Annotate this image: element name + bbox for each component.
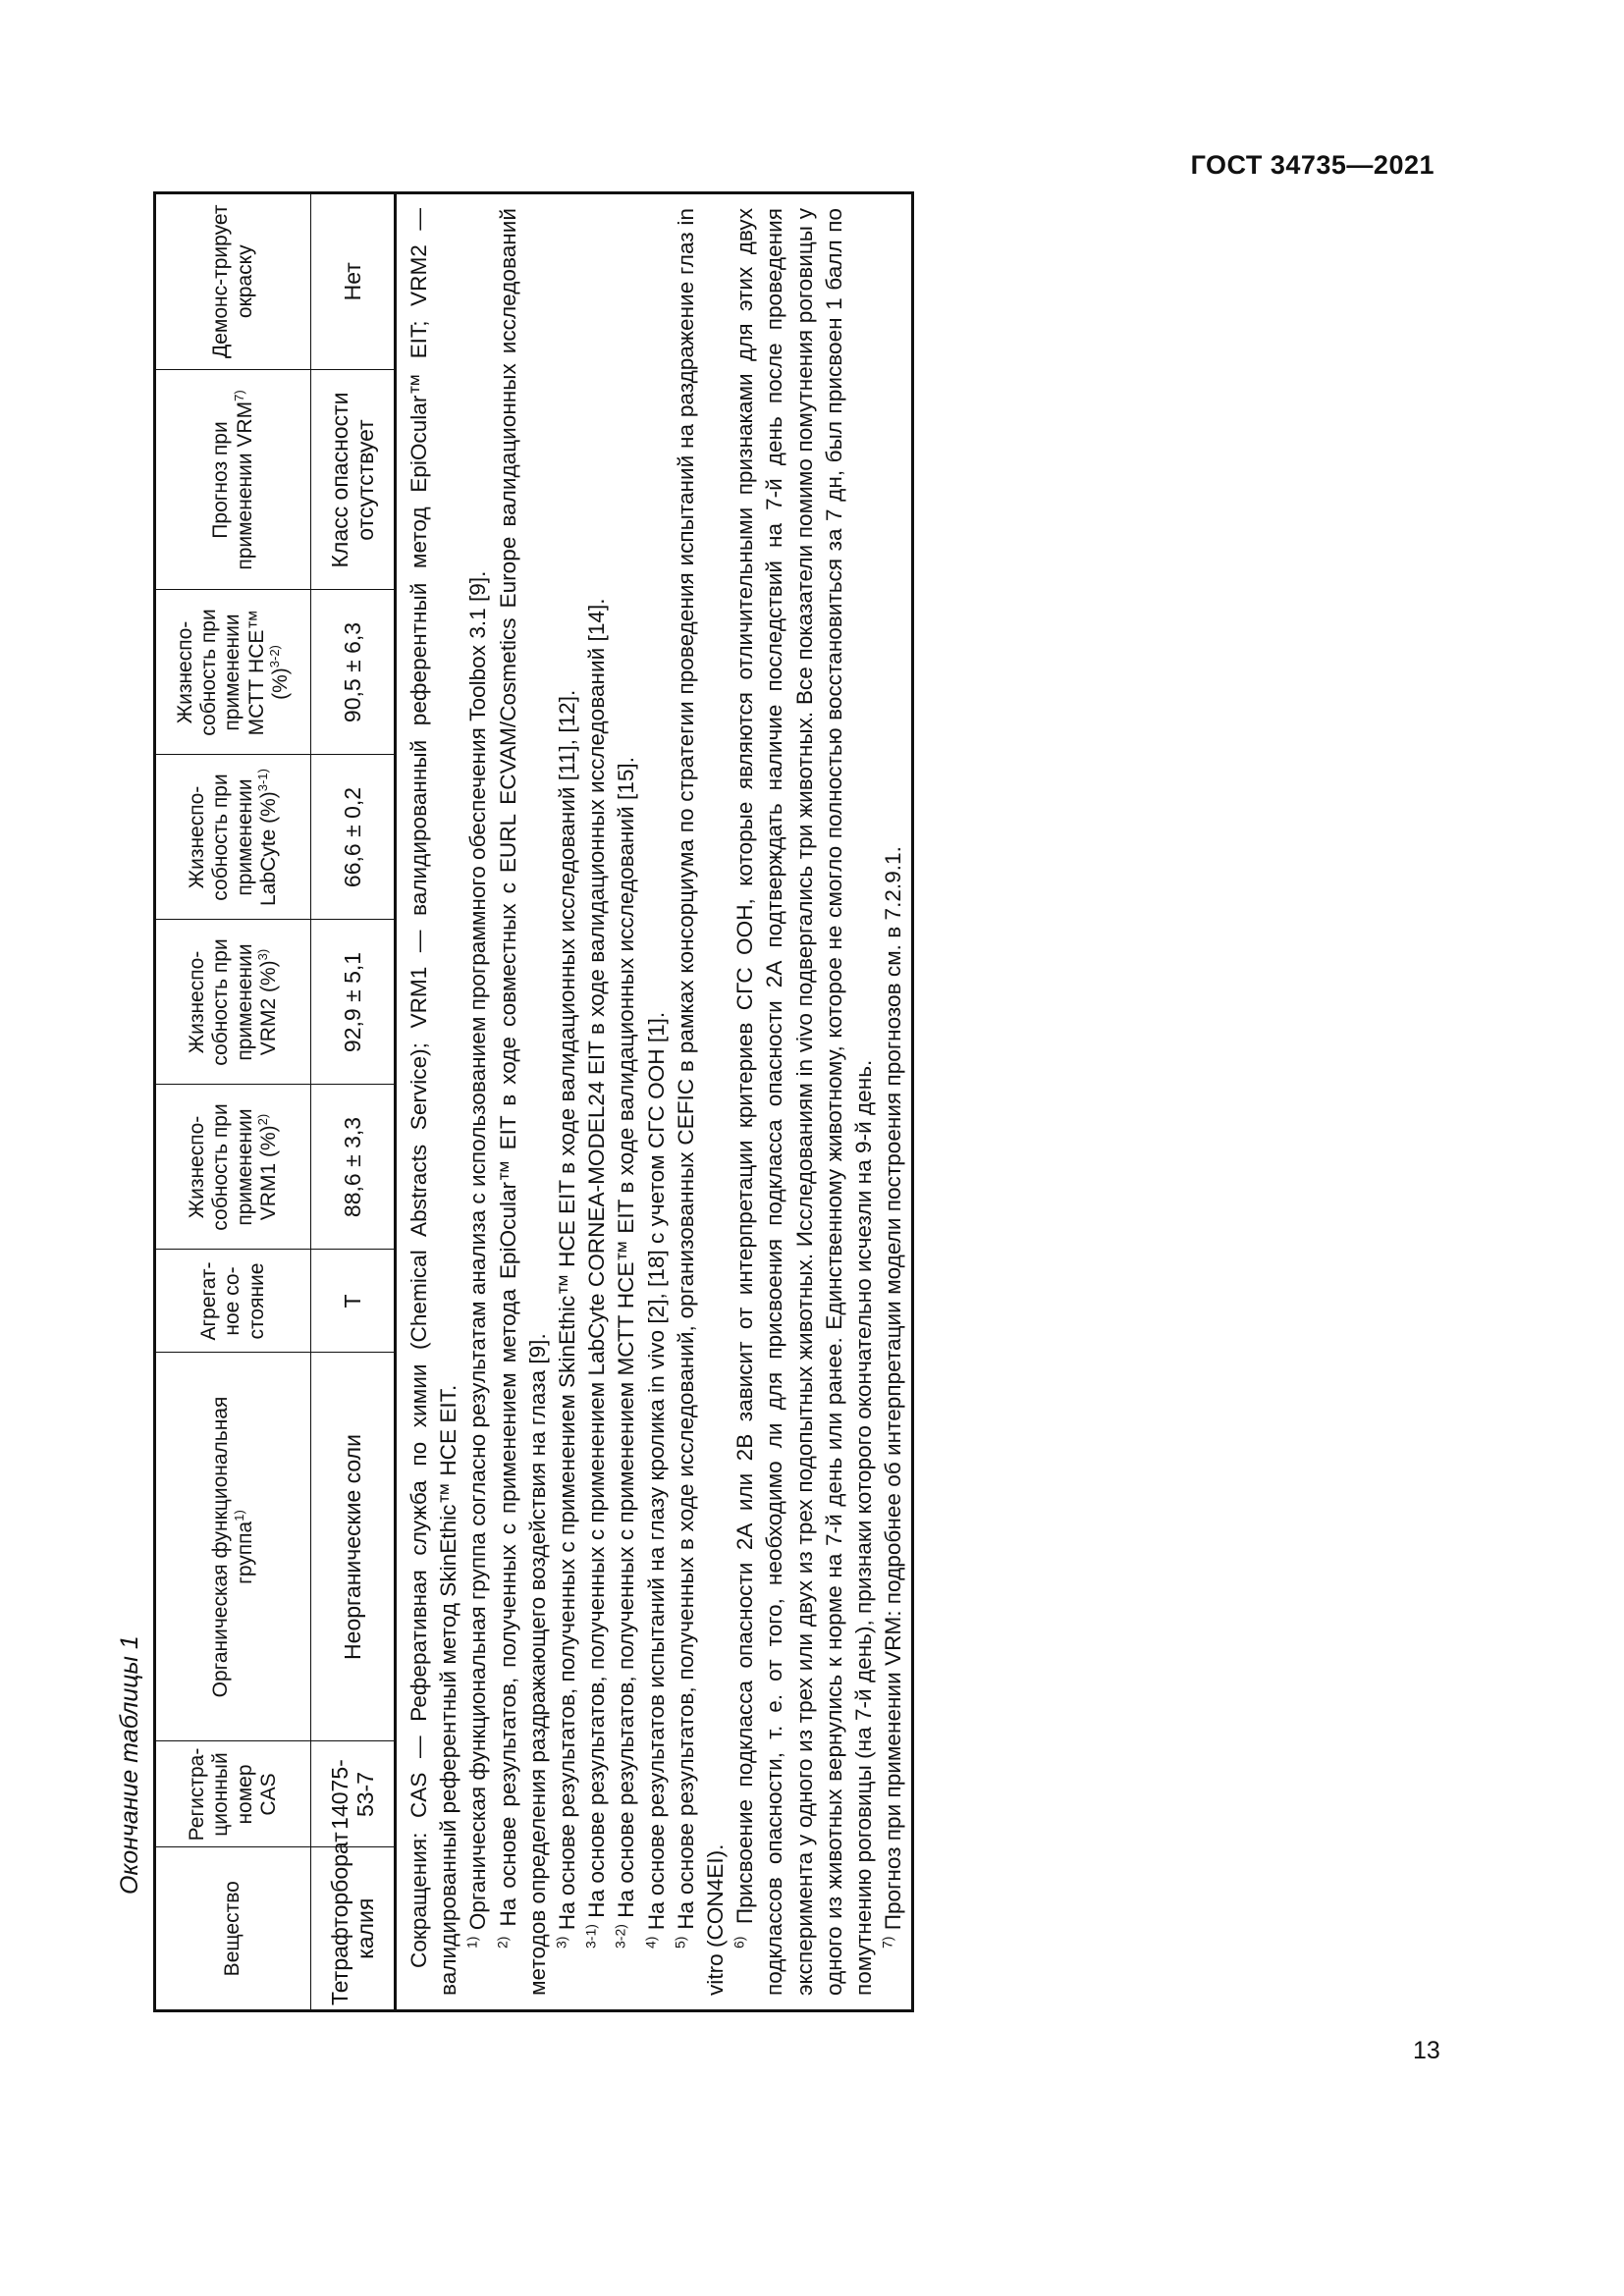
- footnote: $^{4)}$ На основе результатов испытаний на глазу кролика in vivo [2], [18] с учетом СГС ООН [1].: [642, 1011, 669, 1949]
- column-header: Вещество: [156, 1847, 311, 2009]
- footnote: $^{6)}$ Присвоение подкласса опасности 2А или 2В зависит от интерпретации критериев СГС ООН, которые являются отличительными признаками для этих двух подклассов опасности, т. е. от того, необходимо ли для присвоения подкласса опасности 2А подтверждать наличие последствий на 7-й день после проведения эксперимента у одного из трех или двух из трех подопытных животных. Исследованиям in vivo подвергались три животных. Все показатели помимо помутнения роговицы у одного из животных вернулись к норме на 7-й день или ранее. Единственному животному, которое не смогло полностью восстановиться за 7 дн, был присвоен 1 балл по помутнению роговицы (на 7-й день), признаки которого окончательно исчезли на 9-й день.: [731, 208, 877, 1996]
- column-header: Органическая функциональная группа$^{1)}$: [156, 1353, 311, 1741]
- table-cell: 66,6 ± 0,2: [311, 755, 396, 920]
- footnote: $^{1)}$ Органическая функциональная группа согласно результатам анализа с использованием программного обеспечения Toolbox 3.1 [9].: [463, 570, 491, 1949]
- table-footnotes: [397, 194, 908, 2009]
- table-cell: 14075-53-7: [311, 1741, 396, 1847]
- table-container: [153, 191, 914, 2012]
- footnote: $^{3-1)}$ На основе результатов, полученных с применением LabCyte CORNEA-MODEL24 EIT в ходе валидационных исследований [14].: [582, 598, 610, 1949]
- column-header: Жизнеспо-собность при применении VRM1 (%)$^{2)}$: [156, 1085, 311, 1250]
- column-header: Демонс-трирует окраску: [156, 193, 311, 370]
- standard-code: ГОСТ 34735—2021: [1190, 150, 1435, 180]
- column-header: Жизнеспо-собность при применении МСТТ HCE™ (%)$^{3-2)}$: [156, 590, 311, 755]
- table-caption: Окончание таблицы 1: [116, 1635, 143, 1895]
- data-table: [156, 193, 397, 2009]
- column-header: Жизнеспо-собность при применении VRM2 (%)$^{3)}$: [156, 920, 311, 1085]
- table-cell: Неорганические соли: [311, 1353, 396, 1741]
- table-header-row: [156, 193, 311, 2009]
- footnote: $^{3-2)}$ На основе результатов, полученных с применением МСТТ HCE™ EIT в ходе валидационных исследований [15].: [612, 757, 639, 1949]
- table-row: [311, 193, 396, 2009]
- abbreviations-note: Сокращения: CAS — Реферативная служба по химии (Chemical Abstracts Service); VRM1 — валидированный референтный метод EpiOcular™ EIT; VRM2 — валидированный референтный метод SkinEthic™ HCE EIT.: [406, 208, 461, 1996]
- footnote: $^{2)}$ На основе результатов, полученных с применением метода EpiOcular™ EIT в ходе совместных с EURL ECVAM/Cosmetics Europe валидационных исследований методов определения раздражающего воздействия на глаза [9].: [494, 208, 550, 1996]
- table-cell: 92,9 ± 5,1: [311, 920, 396, 1085]
- rotated-table-page: [116, 113, 931, 2174]
- footnote: $^{3)}$ На основе результатов, полученных с применением SkinEthic™ HCE EIT в ходе валидационных исследований [11], [12].: [553, 689, 580, 1949]
- table-cell: 88,6 ± 3,3: [311, 1085, 396, 1250]
- footnote: $^{5)}$ На основе результатов, полученных в ходе исследований, организованных CEFIC в рамках консорциума по стратегии проведения испытаний на раздражение глаз in vitro (CON4EI).: [672, 208, 729, 1996]
- column-header: Регистра-ционный номер CAS: [156, 1741, 311, 1847]
- footnote: $^{7)}$ Прогноз при применении VRM: подробнее об интерпретации модели построения прогнозов см. в 7.2.9.1.: [879, 846, 906, 1949]
- column-header: Жизнеспо-собность при применении LabCyte (%)$^{3-1)}$: [156, 755, 311, 920]
- page-number: 13: [1413, 2037, 1440, 2064]
- column-header: Прогноз при применении VRM$^{7)}$: [156, 370, 311, 590]
- table-cell: 90,5 ± 6,3: [311, 590, 396, 755]
- column-header: Агрегат-ное со-стояние: [156, 1250, 311, 1353]
- table-cell: Т: [311, 1250, 396, 1353]
- table-cell: Тетрафторборат калия: [311, 1847, 396, 2009]
- table-cell: Нет: [311, 193, 396, 370]
- table-cell: Класс опасности отсутствует: [311, 370, 396, 590]
